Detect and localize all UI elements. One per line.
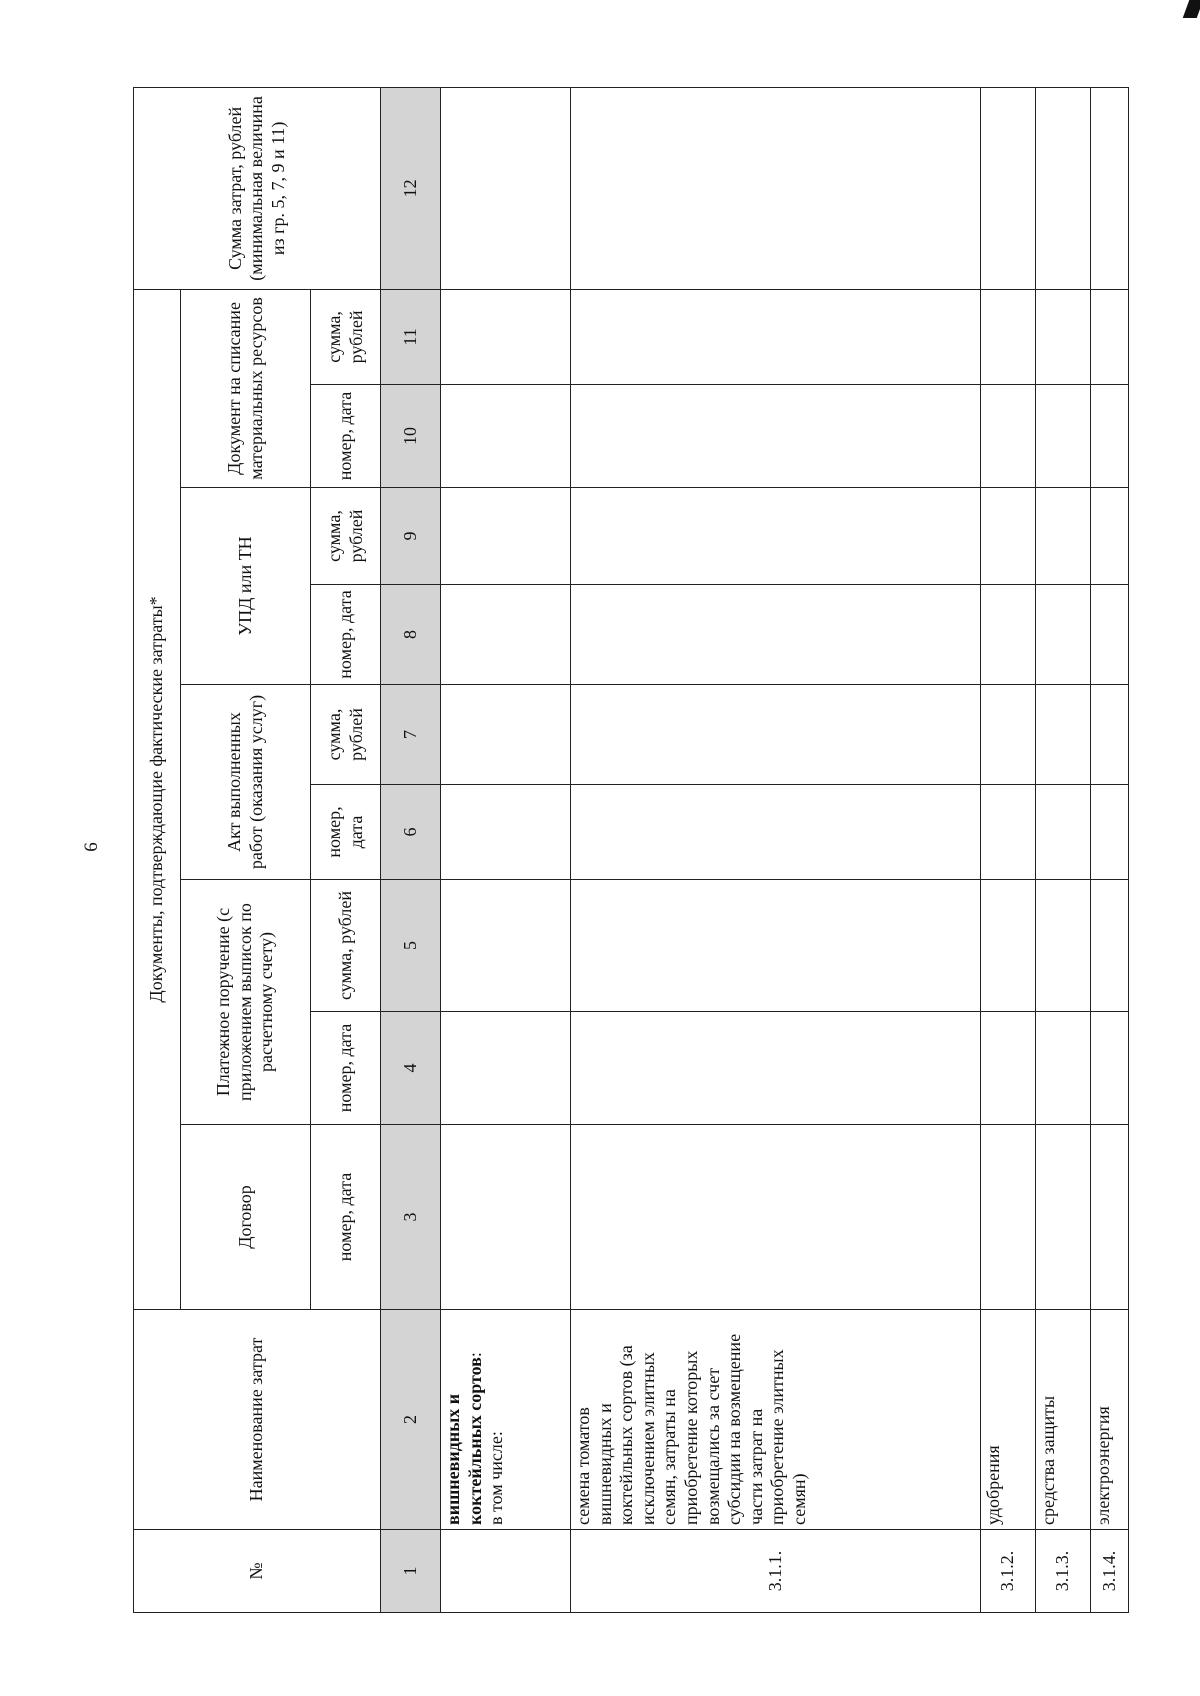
table-row (981, 87, 1036, 1612)
col-number: 8 (381, 585, 441, 685)
row-no: 3.1.4. (1091, 1530, 1129, 1613)
col-number: 3 (381, 1125, 441, 1310)
col-number: 4 (381, 1012, 441, 1125)
subheader-sum: сумма, рублей (311, 880, 381, 1012)
header-contract: Договор (181, 1125, 311, 1310)
col-number: 5 (381, 880, 441, 1012)
subheader-number-date: номер, дата (311, 1012, 381, 1125)
row-no: 3.1.3. (1036, 1530, 1091, 1613)
row-name: электроэнергия (1091, 1310, 1129, 1530)
row-no (441, 1530, 571, 1613)
col-number: 7 (381, 685, 441, 785)
table-row (571, 87, 981, 1612)
subheader-sum: сумма, рублей (311, 685, 381, 785)
scan-mark (1183, 0, 1200, 18)
table-row (441, 87, 571, 1612)
row-name: средства защиты (1036, 1310, 1091, 1530)
subheader-number-date: номер, дата (311, 385, 381, 488)
header-writeoff: Документ на списание материальных ресурсов (181, 289, 311, 487)
cost-table-rotated (133, 88, 1128, 1613)
row-no: 3.1.2. (981, 1530, 1036, 1613)
table-row (1091, 87, 1129, 1612)
subheader-number-date: номер, дата (311, 585, 381, 685)
subheader-sum: сумма, рублей (311, 488, 381, 585)
header-no: № (134, 1530, 381, 1613)
col-number: 12 (381, 87, 441, 289)
row-name: удобрения (981, 1310, 1036, 1530)
row-name: семена томатов вишневидных и коктейльных сортов (за исключением элитных семян, затраты на приобретение которых возмещались за счет субсидии на возмещение части затрат на приобретение элитных семян) (571, 1310, 981, 1530)
page-number: 6 (81, 842, 102, 852)
row-no: 3.1.1. (571, 1530, 981, 1613)
header-act: Акт выполненных работ (оказания услуг) (181, 685, 311, 880)
subheader-sum: сумма, рублей (311, 289, 381, 384)
col-number: 1 (381, 1530, 441, 1613)
subheader-number-date: номер, дата (311, 785, 381, 880)
col-number: 9 (381, 488, 441, 585)
row-name-rest: в том числе: (486, 1431, 507, 1525)
header-total: Сумма затрат, рублей (минимальная величина из гр. 5, 7, 9 и 11) (134, 87, 381, 289)
col-number: 11 (381, 289, 441, 384)
col-number: 6 (381, 785, 441, 880)
col-number: 10 (381, 385, 441, 488)
row-name-suffix: : (464, 1352, 485, 1358)
cost-table (133, 87, 1129, 1613)
table-row (1036, 87, 1091, 1612)
row-name (441, 1310, 571, 1530)
subheader-contract-number-date: номер, дата (311, 1125, 381, 1310)
header-payment-order: Платежное поручение (с приложением выписок по расчетному счету) (181, 880, 311, 1125)
col-number: 2 (381, 1310, 441, 1530)
header-documents-group: Документы, подтверждающие фактические затраты* (134, 289, 181, 1309)
header-name: Наименование затрат (134, 1310, 381, 1530)
header-upd: УПД или ТН (181, 488, 311, 685)
row-name-bold: вишневидных и коктейльных сортов (443, 1357, 485, 1525)
